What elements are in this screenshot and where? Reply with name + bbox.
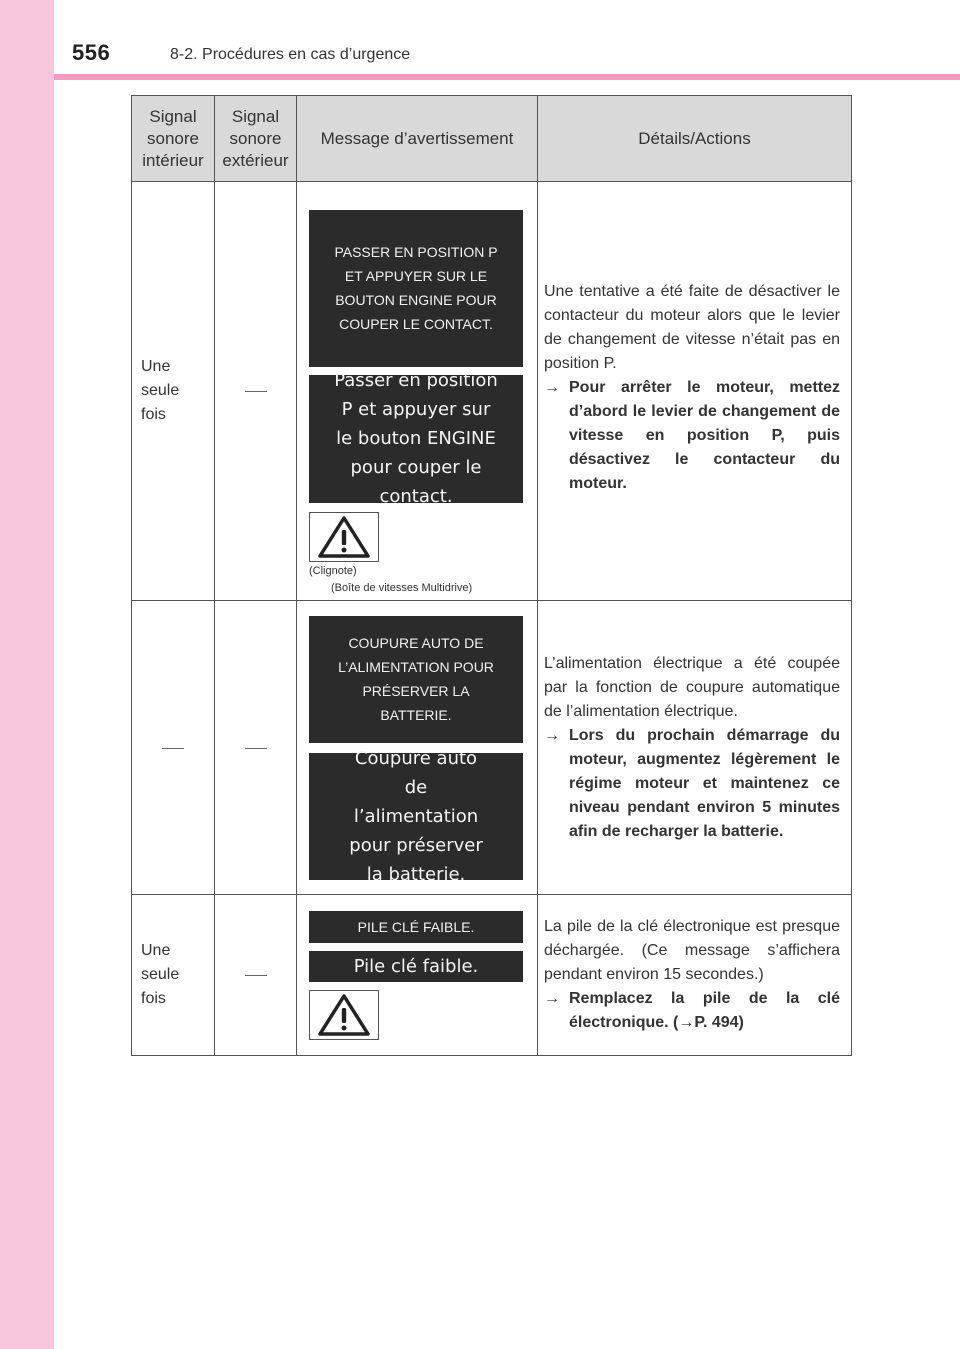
interior-buzzer-value: Une seule fois <box>141 942 180 1007</box>
dash-mark <box>245 975 267 976</box>
warning-triangle-icon <box>309 512 379 562</box>
interior-buzzer-cell <box>132 182 215 601</box>
message-panel-mixed: Coupure auto de l’alimentation pour préserver la batterie. <box>309 753 523 880</box>
dash-mark <box>162 748 184 749</box>
action-text: Pour arrêter le moteur, mettez d’abord le levier de changement de vitesse en position P, puis désactivez le contacteur du moteur. <box>569 379 840 492</box>
interior-buzzer-cell <box>132 601 215 895</box>
action-text: Lors du prochain démarrage du moteur, augmentez légèrement le régime moteur et maintenez ce niveau pendant environ 5 minutes afin de recharger la batterie. <box>569 726 840 840</box>
interior-buzzer-cell <box>132 895 215 1056</box>
table-header-row <box>132 96 852 182</box>
exterior-buzzer-cell <box>215 601 297 895</box>
table-row <box>132 182 852 601</box>
action-text: Remplacez la pile de la clé électronique. (→P. 494) <box>569 990 840 1031</box>
section-title: 8-2. Procédures en cas d’urgence <box>170 46 411 63</box>
table-row <box>132 601 852 895</box>
header-interior-buzzer: Signal sonore intérieur <box>132 96 215 182</box>
details-text: La pile de la clé électronique est presque déchargée. (Ce message s’affichera pendant environ 15 secondes.) <box>544 918 840 983</box>
warning-triangle-icon <box>309 990 379 1040</box>
exterior-buzzer-cell <box>215 895 297 1056</box>
warning-message-cell <box>297 182 538 601</box>
action-item <box>544 987 840 1035</box>
page-number: 556 <box>72 40 111 65</box>
warning-triangle-svg <box>317 515 371 559</box>
arrow-icon: → <box>544 379 560 396</box>
message-panel-caps: PASSER EN POSITION P ET APPUYER SUR LE BOUTON ENGINE POUR COUPER LE CONTACT. <box>309 210 523 367</box>
details-cell <box>538 601 852 895</box>
transmission-note: (Boîte de vitesses Multidrive) <box>331 581 473 594</box>
action-item <box>544 724 840 844</box>
message-panel-mixed: Pile clé faible. <box>309 951 523 982</box>
header-details-actions: Détails/Actions <box>538 96 852 182</box>
interior-buzzer-value: Une seule fois <box>141 358 180 423</box>
message-panel-caps: COUPURE AUTO DE L’ALIMENTATION POUR PRÉSERVER LA BATTERIE. <box>309 616 523 743</box>
details-cell <box>538 182 852 601</box>
exterior-buzzer-cell <box>215 182 297 601</box>
arrow-icon: → <box>544 990 560 1007</box>
side-color-band <box>0 0 54 1349</box>
header-warning-message: Message d’avertissement <box>297 96 538 182</box>
warning-messages-table <box>131 95 852 1056</box>
message-panel-caps: PILE CLÉ FAIBLE. <box>309 911 523 943</box>
warning-message-cell <box>297 601 538 895</box>
table-row <box>132 895 852 1056</box>
header-rule <box>54 74 960 80</box>
dash-mark <box>245 391 267 392</box>
details-text: L’alimentation électrique a été coupée par la fonction de coupure automatique de l’alimentation électrique. <box>544 654 840 720</box>
details-text: Une tentative a été faite de désactiver le contacteur du moteur alors que le levier de changement de vitesse n’était pas en position P. <box>544 283 840 372</box>
action-item <box>544 376 840 496</box>
arrow-icon: → <box>544 726 560 744</box>
dash-mark <box>245 748 267 749</box>
header-exterior-buzzer: Signal sonore extérieur <box>215 96 297 182</box>
details-cell <box>538 895 852 1056</box>
warning-message-cell <box>297 895 538 1056</box>
message-panel-mixed: Passer en position P et appuyer sur le bouton ENGINE pour couper le contact. <box>309 375 523 503</box>
blink-caption: (Clignote) <box>309 564 357 577</box>
warning-triangle-svg <box>317 993 371 1037</box>
